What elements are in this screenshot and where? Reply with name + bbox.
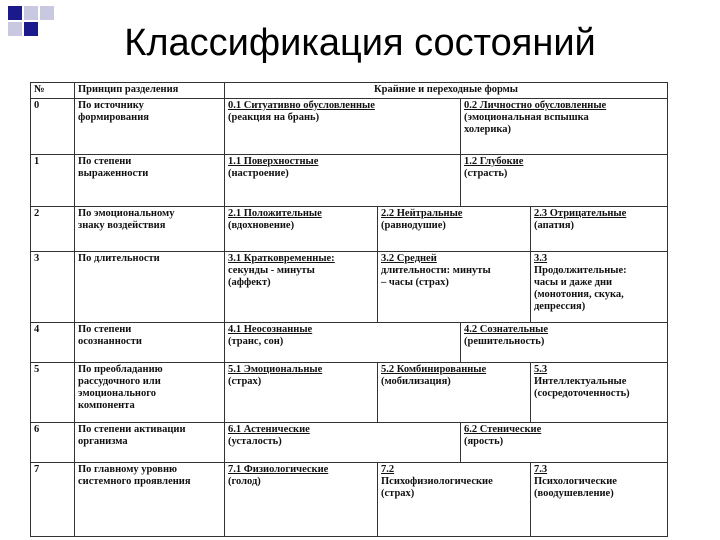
grid-line (30, 82, 668, 83)
row-principle (74, 462, 224, 537)
form-line: (транс, сон) (228, 336, 284, 347)
row-principle (74, 362, 224, 422)
grid-line (530, 206, 531, 251)
form-cell (530, 462, 668, 537)
form-line: Психофизиологические (381, 476, 493, 487)
row-number: 5 (34, 364, 40, 375)
row-number: 7 (34, 464, 40, 475)
grid-line (30, 462, 668, 463)
form-cell (224, 251, 377, 322)
form-line: (равнодушие) (381, 220, 446, 231)
grid-line (224, 82, 225, 537)
grid-line (30, 322, 668, 323)
form-cell (224, 98, 460, 154)
page-title: Классификация состояний (124, 22, 596, 64)
form-line: 7.1 Физиологические (228, 464, 329, 475)
form-cell (377, 206, 530, 251)
row-number: 4 (34, 324, 40, 335)
form-line: (страх) (228, 376, 262, 387)
form-line: (страсть) (464, 168, 508, 179)
row-principle (74, 251, 224, 322)
form-line: 2.2 Нейтральные (381, 208, 463, 219)
principle-line: осознанности (78, 336, 142, 347)
principle-line: По эмоциональному (78, 208, 175, 219)
form-cell (460, 98, 668, 154)
form-line: (реакция на брань) (228, 112, 320, 123)
principle-line: По преобладанию (78, 364, 163, 375)
form-line: Продолжительные: (534, 265, 627, 276)
form-cell (460, 322, 668, 362)
principle-line: По длительности (78, 253, 160, 264)
grid-line (30, 98, 668, 99)
row-number: 2 (34, 208, 40, 219)
row-principle (74, 422, 224, 462)
form-line: (сосредоточенность) (534, 388, 630, 399)
header-principle (74, 82, 224, 98)
form-line: (апатия) (534, 220, 575, 231)
form-line: (голод) (228, 476, 261, 487)
form-line: (решительность) (464, 336, 545, 347)
form-line: (вдохновение) (228, 220, 295, 231)
row-number: 3 (34, 253, 40, 264)
form-cell (530, 251, 668, 322)
grid-line (460, 98, 461, 154)
form-cell (224, 154, 460, 206)
form-line: – часы (страх) (381, 277, 449, 288)
form-line: (страх) (381, 488, 415, 499)
form-cell (460, 422, 668, 462)
form-line: 6.2 Стенические (464, 424, 542, 435)
grid-line (667, 82, 668, 537)
form-line: (ярость) (464, 436, 504, 447)
form-cell (224, 422, 460, 462)
header-num: № (34, 84, 45, 95)
form-cell (377, 462, 530, 537)
form-cell (377, 251, 530, 322)
form-line: (монотония, скука, (534, 289, 624, 300)
form-cell (224, 322, 460, 362)
principle-line: эмоционального (78, 388, 156, 399)
form-line: 0.2 Личностно обусловленные (464, 100, 607, 111)
grid-line (377, 362, 378, 422)
grid-line (30, 82, 31, 537)
grid-line (30, 154, 668, 155)
form-line: 2.1 Положительные (228, 208, 322, 219)
form-line: депрессия) (534, 301, 586, 312)
form-line: 7.3 (534, 464, 548, 475)
principle-line: По степени (78, 156, 132, 167)
form-line: часы и даже дни (534, 277, 613, 288)
header-principle-text: Принцип разделения (78, 84, 179, 95)
form-line: 1.1 Поверхностные (228, 156, 319, 167)
form-line: 0.1 Ситуативно обусловленные (228, 100, 375, 111)
header-forms: Крайние и переходные формы (373, 84, 518, 95)
form-line: 4.1 Неосознанные (228, 324, 313, 335)
form-line: холерика) (464, 124, 512, 135)
grid-line (30, 251, 668, 252)
form-cell (460, 154, 668, 206)
form-line: Психологические (534, 476, 617, 487)
principle-line: рассудочного или (78, 376, 161, 387)
row-principle (74, 206, 224, 251)
grid-line (377, 251, 378, 322)
form-line: (усталость) (228, 436, 282, 447)
form-cell (377, 362, 530, 422)
grid-line (30, 422, 668, 423)
form-line: (воодушевление) (534, 488, 614, 499)
grid-line (460, 154, 461, 206)
principle-line: выраженности (78, 168, 149, 179)
form-line: 4.2 Сознательные (464, 324, 548, 335)
form-cell (224, 462, 377, 537)
grid-line (460, 322, 461, 362)
grid-line (377, 206, 378, 251)
principle-line: По степени активации (78, 424, 186, 435)
row-number: 1 (34, 156, 40, 167)
principle-line: формирования (78, 112, 149, 123)
row-principle (74, 98, 224, 154)
form-line: 5.2 Комбинированные (381, 364, 487, 375)
grid-line (30, 536, 668, 537)
form-line: 5.1 Эмоциональные (228, 364, 323, 375)
principle-line: знаку воздействия (78, 220, 166, 231)
deco-square (8, 6, 22, 20)
grid-line (74, 82, 75, 537)
grid-line (460, 422, 461, 462)
row-number: 6 (34, 424, 40, 435)
grid-line (30, 206, 668, 207)
form-cell (530, 362, 668, 422)
row-number: 0 (34, 100, 40, 111)
form-line: 1.2 Глубокие (464, 156, 524, 167)
principle-line: По степени (78, 324, 132, 335)
form-line: (мобилизация) (381, 376, 451, 387)
form-line: 5.3 (534, 364, 548, 375)
principle-line: компонента (78, 400, 135, 411)
grid-line (530, 362, 531, 422)
deco-square (24, 6, 38, 20)
form-line: 6.1 Астенические (228, 424, 310, 435)
form-cell (224, 206, 377, 251)
deco-square (40, 6, 54, 20)
form-line: 3.2 Средней (381, 253, 437, 264)
principle-line: организма (78, 436, 128, 447)
form-line: 2.3 Отрицательные (534, 208, 627, 219)
form-cell (224, 362, 377, 422)
form-line: (настроение) (228, 168, 289, 179)
form-line: секунды - минуты (228, 265, 315, 276)
grid-line (30, 362, 668, 363)
form-line: (эмоциональная вспышка (464, 112, 589, 123)
classification-table (30, 82, 668, 537)
form-line: 3.1 Кратковременные: (228, 253, 335, 264)
form-cell (530, 206, 668, 251)
form-line: 7.2 (381, 464, 395, 475)
principle-line: По источнику (78, 100, 144, 111)
form-line: Интеллектуальные (534, 376, 627, 387)
grid-line (530, 251, 531, 322)
grid-line (530, 462, 531, 537)
row-principle (74, 322, 224, 362)
principle-line: системного проявления (78, 476, 191, 487)
form-line: длительности: минуты (381, 265, 491, 276)
row-principle (74, 154, 224, 206)
principle-line: По главному уровню (78, 464, 178, 475)
form-line: (аффект) (228, 277, 271, 288)
grid-line (377, 462, 378, 537)
form-line: 3.3 (534, 253, 548, 264)
